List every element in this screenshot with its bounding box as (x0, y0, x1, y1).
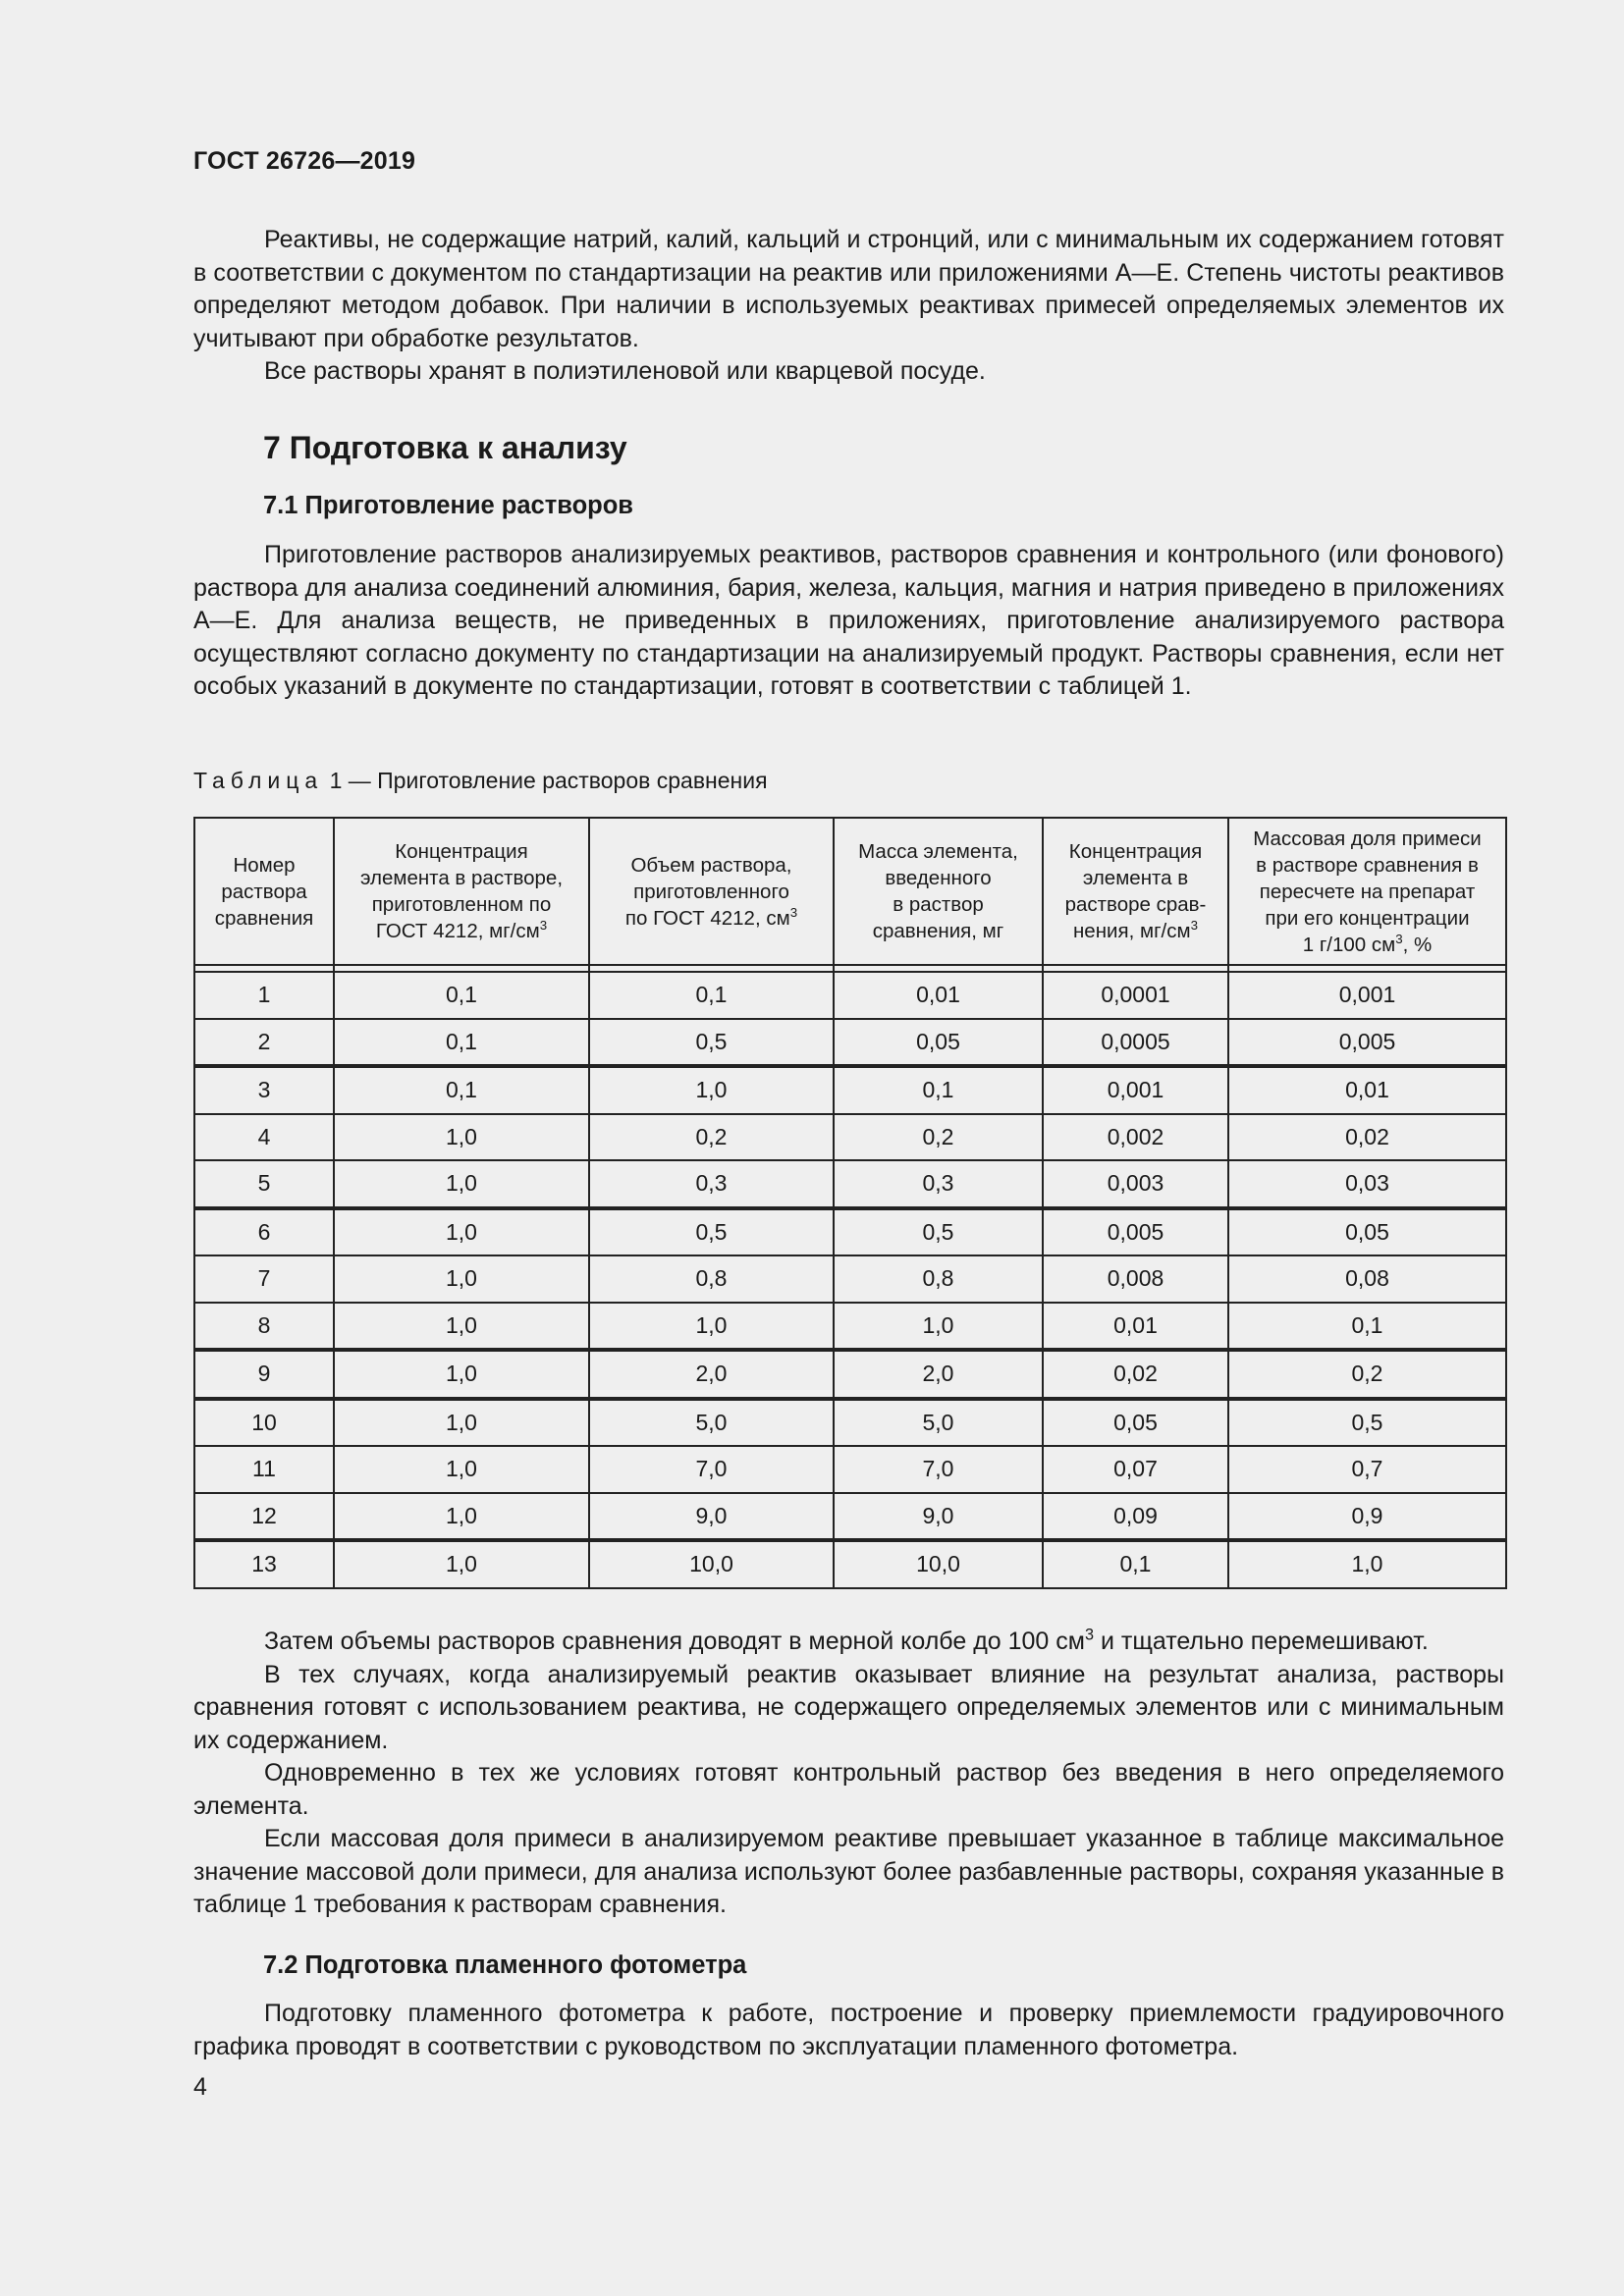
header-element-concentration-reference: Концентрация элемента в растворе срав- нения, $мг/см^3$ (1043, 818, 1228, 965)
intro-text (193, 224, 1504, 389)
table-cell: 9,0 (834, 1493, 1043, 1541)
table-cell: 0,5 (1228, 1399, 1506, 1447)
table-cell: 0,3 (834, 1160, 1043, 1208)
superscript: 3 (1084, 1626, 1095, 1644)
table-cell: 10 (194, 1399, 334, 1447)
table-row (194, 1493, 1506, 1541)
table-row (194, 972, 1506, 1019)
section-7-2-title: 7.2 Подготовка пламенного фотометра (263, 1951, 747, 1979)
section-7-1-paragraph: Приготовление растворов анализируемых реактивов, растворов сравнения и контрольного (или фонового) раствора для анализа соединений алюминия, бария, железа, кальция, магния и натрия приведено в приложениях А—Е. Для анализа веществ, не приведенных в приложениях, приготовление анализируемого раствора осуществляют согласно документу по стандартизации на анализируемый продукт. Растворы сравнения, если нет особых указаний в документе по стандартизации, готовят в соответствии с таблицей 1. (193, 541, 1504, 700)
paragraph-text: Затем объемы растворов сравнения доводят в мерной колбе до 100 см (264, 1628, 1085, 1655)
table-cell: 0,09 (1043, 1493, 1228, 1541)
table-cell: 1,0 (334, 1208, 589, 1256)
header-impurity-mass-fraction: Массовая доля примеси в растворе сравнения в пересчете на препарат при его концентрации 1 г/100 $см^3$, % (1228, 818, 1506, 965)
after-table-paragraph-3: Одновременно в тех же условиях готовят контрольный раствор без введения в него определяемого элемента. (193, 1759, 1504, 1820)
table-header-row (194, 818, 1506, 965)
table-cell: 12 (194, 1493, 334, 1541)
table-cell: 1,0 (834, 1303, 1043, 1351)
after-table-text (193, 1626, 1504, 1922)
table-row (194, 1399, 1506, 1447)
table-cell: 0,5 (589, 1019, 834, 1067)
table-cell: 0,2 (1228, 1350, 1506, 1399)
table-row (194, 1303, 1506, 1351)
table-cell: 2,0 (589, 1350, 834, 1399)
table-cell: 0,003 (1043, 1160, 1228, 1208)
table-cell: 0,01 (1228, 1066, 1506, 1114)
table-cell: 0,2 (834, 1114, 1043, 1161)
table-cell: 0,1 (589, 972, 834, 1019)
table-cell: 3 (194, 1066, 334, 1114)
table-cell: 1,0 (589, 1303, 834, 1351)
table-1-reference-solutions (193, 817, 1507, 1589)
table-cell: 2,0 (834, 1350, 1043, 1399)
header-element-concentration-stock: Концентрация элемента в растворе, приготовленном по ГОСТ 4212, $мг/см^3$ (334, 818, 589, 965)
table-row (194, 1540, 1506, 1588)
table-cell: 0,2 (589, 1114, 834, 1161)
section-7-2-paragraph: Подготовку пламенного фотометра к работе, построение и проверку приемлемости градуировочного графика проводят в соответствии с руководством по эксплуатации пламенного фотометра. (193, 2000, 1504, 2060)
table-cell: 7,0 (834, 1446, 1043, 1493)
table-cell: 0,005 (1228, 1019, 1506, 1067)
table-cell: 1,0 (334, 1446, 589, 1493)
table-cell: 1,0 (334, 1350, 589, 1399)
table-cell: 0,5 (834, 1208, 1043, 1256)
table-cell: 0,3 (589, 1160, 834, 1208)
table-cell: 0,001 (1228, 972, 1506, 1019)
table-cell: 0,02 (1228, 1114, 1506, 1161)
table-cell: 0,1 (334, 1066, 589, 1114)
section-7-1-title: 7.1 Приготовление растворов (263, 492, 633, 519)
table-cell: 0,001 (1043, 1066, 1228, 1114)
header-element-mass: Масса элемента, введенного в раствор сравнения, мг (834, 818, 1043, 965)
table-cell: 4 (194, 1114, 334, 1161)
table-cell: 0,8 (834, 1255, 1043, 1303)
table-cell: 0,008 (1043, 1255, 1228, 1303)
after-table-paragraph-4: Если массовая доля примеси в анализируемом реактиве превышает указанное в таблице максимальное значение массовой доли примеси, для анализа используют более разбавленные растворы, сохраняя указанные в таблице 1 требования к растворам сравнения. (193, 1825, 1504, 1918)
after-table-paragraph-1 (193, 1626, 1504, 1659)
table-cell: 2 (194, 1019, 334, 1067)
table-caption-label: Таблица (193, 768, 324, 793)
table-cell: 0,01 (1043, 1303, 1228, 1351)
table-cell: 11 (194, 1446, 334, 1493)
table-cell: 10,0 (589, 1540, 834, 1588)
table-cell: 8 (194, 1303, 334, 1351)
table-cell: 9 (194, 1350, 334, 1399)
paragraph-text: и тщательно перемешивают. (1094, 1628, 1429, 1655)
table-cell: 0,01 (834, 972, 1043, 1019)
table-cell: 0,002 (1043, 1114, 1228, 1161)
table-cell: 1,0 (589, 1066, 834, 1114)
section-7-1-text (193, 539, 1504, 704)
table-cell: 1,0 (334, 1303, 589, 1351)
table-cell: 13 (194, 1540, 334, 1588)
table-cell: 9,0 (589, 1493, 834, 1541)
after-table-paragraph-2: В тех случаях, когда анализируемый реактив оказывает влияние на результат анализа, растворы сравнения готовят с использованием реактива, не содержащего определяемых элементов или с минимальным их содержанием. (193, 1660, 1504, 1754)
page-number: 4 (193, 2073, 207, 2101)
table-cell: 0,1 (334, 972, 589, 1019)
intro-paragraph-1: Реактивы, не содержащие натрий, калий, кальций и стронций, или с минимальным их содержанием готовят в соответствии с документом по стандартизации на реактив или приложениями А—Е. Степень чистоты реактивов определяют методом добавок. При наличии в используемых реактивах примесей определяемых элементов их учитывают при обработке результатов. (193, 226, 1504, 352)
table-cell: 1,0 (1228, 1540, 1506, 1588)
table-row (194, 1019, 1506, 1067)
table-row (194, 1066, 1506, 1114)
table-cell: 0,0005 (1043, 1019, 1228, 1067)
table-cell: 6 (194, 1208, 334, 1256)
table-cell: 0,9 (1228, 1493, 1506, 1541)
table-row (194, 1350, 1506, 1399)
table-cell: 0,08 (1228, 1255, 1506, 1303)
table-cell: 1,0 (334, 1399, 589, 1447)
table-cell: 0,05 (834, 1019, 1043, 1067)
table-cell: 5,0 (834, 1399, 1043, 1447)
table-cell: 5,0 (589, 1399, 834, 1447)
table-cell: 0,1 (334, 1019, 589, 1067)
table-cell: 0,005 (1043, 1208, 1228, 1256)
section-7-title: 7 Подготовка к анализу (263, 430, 627, 465)
table-cell: 0,1 (1228, 1303, 1506, 1351)
table-cell: 1,0 (334, 1114, 589, 1161)
table-cell: 5 (194, 1160, 334, 1208)
table-cell: 7,0 (589, 1446, 834, 1493)
table-row (194, 1446, 1506, 1493)
table-cell: 0,05 (1228, 1208, 1506, 1256)
table-cell: 10,0 (834, 1540, 1043, 1588)
table-cell: 0,0001 (1043, 972, 1228, 1019)
header-stock-volume: Объем раствора, приготовленного по ГОСТ 4212, $см^3$ (589, 818, 834, 965)
table-cell: 1,0 (334, 1493, 589, 1541)
table-cell: 7 (194, 1255, 334, 1303)
table-cell: 0,1 (834, 1066, 1043, 1114)
document-id-header: ГОСТ 26726—2019 (193, 147, 416, 175)
table-cell: 0,02 (1043, 1350, 1228, 1399)
table-caption-text: 1 — Приготовление растворов сравнения (323, 768, 768, 793)
table-cell: 1,0 (334, 1255, 589, 1303)
table-cell: 1,0 (334, 1540, 589, 1588)
table-cell: 0,8 (589, 1255, 834, 1303)
table-cell: 0,07 (1043, 1446, 1228, 1493)
intro-paragraph-2: Все растворы хранят в полиэтиленовой или кварцевой посуде. (264, 357, 986, 385)
table-cell: 0,7 (1228, 1446, 1506, 1493)
table-cell: 1,0 (334, 1160, 589, 1208)
table-row (194, 1255, 1506, 1303)
table-cell: 0,5 (589, 1208, 834, 1256)
table-row (194, 1160, 1506, 1208)
table-row (194, 1114, 1506, 1161)
table-1-caption (193, 768, 768, 794)
table-cell: 1 (194, 972, 334, 1019)
section-7-2-text (193, 1998, 1504, 2063)
table-cell: 0,03 (1228, 1160, 1506, 1208)
table-cell: 0,1 (1043, 1540, 1228, 1588)
header-solution-number: Номер раствора сравнения (194, 818, 334, 965)
header-separator (194, 965, 1506, 972)
table-row (194, 1208, 1506, 1256)
table-cell: 0,05 (1043, 1399, 1228, 1447)
